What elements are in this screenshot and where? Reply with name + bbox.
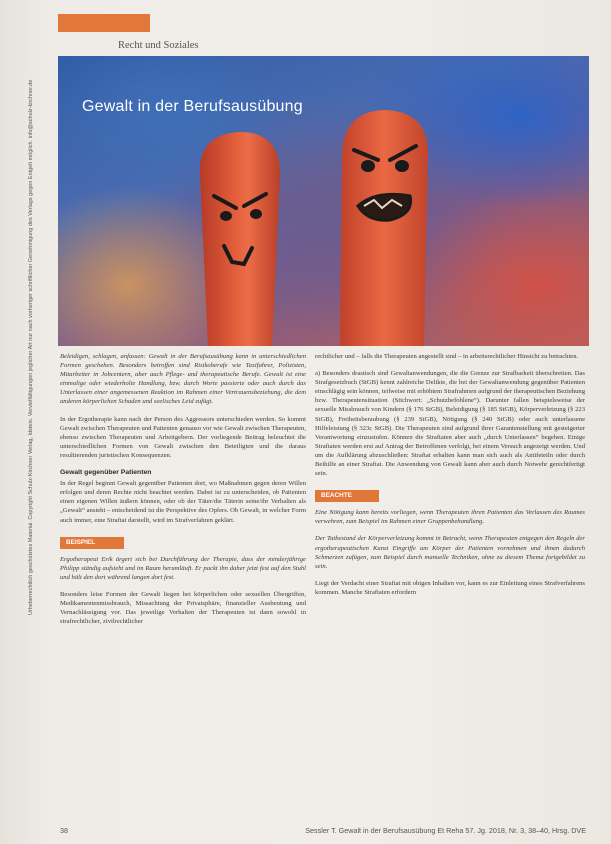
side-copyright-notice	[28, 55, 38, 615]
note-paragraph: Eine Nötigung kann bereits vorliegen, wenn Therapeuten ihren Patienten das Verlassen des Raumes verwehren, zum Beispiel im Rahmen einer Gruppenbehandlung.	[315, 509, 585, 526]
example-tag: BEISPIEL	[60, 537, 124, 549]
intro-paragraph: Beleidigen, schlagen, anfassen: Gewalt in der Berufsausübung kann in unterschiedlichen Formen geschehen. Besonders betroffen sind Risikoberufe wie Taxifahrer, Polizisten, Mitarbeiter in Jobcentern, aber auch Pflege- und therapeutische Berufe. Gewalt ist eine einmalige oder wiederholte Handlung, bzw. durch Worte passierte oder auch durch das Unterlassen einer angemessenen Reaktion im Rahmen einer Vertrauensbeziehung, die dem anderen körperlichen Schaden und seelisches Leid zufügt.	[60, 353, 306, 406]
paragraph: Der Tatbestand der Körperverletzung kommt in Betracht, wenn Therapeuten entgegen den Regeln der ergotherapeutischen Kunst Eingriffe am Körper der Patienten vornehmen und ihnen dadurch Schmerzen zufügen, zum Beispiel durch manuelle Techniken, ohne zu diesem Thema fortgebildet zu sein.	[315, 535, 585, 570]
citation: Sessler T. Gewalt in der Berufsausübung Et Reha 57. Jg. 2018, Nr. 3, 38–40, Hrsg. DVE	[305, 826, 586, 835]
hero-image	[58, 56, 589, 346]
right-column	[315, 352, 585, 605]
section-label: Recht und Soziales	[118, 40, 199, 51]
example-paragraph: Ergotherapeut Erik ärgert sich bei Durchführung der Therapie, dass der minderjährige Philipp ständig aufsteht und im Raum herumläuft. Er packt ihn daher jetzt fest auf den Stuhl und hält den dort während langen dort fest.	[60, 555, 306, 581]
paragraph: a) Besonders drastisch sind Gewaltanwendungen, die die Grenze zur Strafbarkeit überschreiten. Das Strafgesetzbuch (StGB) kennt zahlreiche Delikte, die bei der Gewaltanwendung gegenüber Patienten einschlägig sein können, teilweise mit erhöhtem Strafrahmen aufgrund der therapeutischen Beziehung bzw. Therapeutensituation (Stichwort: „Schutzbefohlene“). Darunter fallen beispielsweise der sexuelle Missbrauch von Kindern (§ 176 StGB), Beleidigung (§ 185 StGB), Körperverletzung (§ 223 StGB), Freiheitsberaubung (§ 239 StGB), Nötigung (§ 240 StGB) oder auch unterlassene Hilfeleistung (§ 323c StGB). Die Therapeuten sind aufgrund ihrer Garantenstellung mit gesteigerter Verantwortung einzustufen. Können die Straftaten aber auch „durch Unterlassen“ begehen. Einige Straftaten werden erst auf Antrag der Betroffenen verfolgt, bei einem Versuch angezeigt werden. Und um die Aufklärung abzuschließen: Straftat erhalten kann man sich auch als Antifeteiln oder durch Beihilfe an einer Straftat. Die Anwendung von Gewalt kann aber auch durch Notwehr gerechtfertigt sein.	[315, 370, 585, 478]
paragraph: In der Regel beginnt Gewalt gegenüber Patienten dort, wo Maßnahmen gegen deren Willen erfolgen und deren Rechte nicht beachtet werden. Dabei ist zu unterscheiden, ob Patienten einen eigenen Willen äußern können, oder ob der Täter/die Täterin seine/ihr Verhalten als „Gewalt“ ansieht – entscheidend ist die Perspektive des Opfers. Ob Gewalt, in welcher Form auch immer, eine Straftat darstellt, wird im Strafverfahren geklärt.	[60, 480, 306, 524]
note-tag: BEACHTE	[315, 490, 379, 502]
paragraph: Liegt der Verdacht einer Straftat mit obigen Inhalten vor, kann es zur Einleitung eines Strafverfahrens kommen. Manche Straftaten erfordern	[315, 579, 585, 596]
paragraph: In der Ergotherapie kann nach der Person des Aggressors unterschieden werden. So kommt Gewalt zwischen Therapeuten und Patienten genauso vor wie Gewalt zwischen Therapeuten, ebenso zwischen Therapeuten und Arbeitgebern. Der vorliegende Beitrag beleuchtet die unterschiedlichen Formen von Gewalt zwischen den Beteiligten und die daraus resultierenden juristischen Konsequenzen.	[60, 415, 306, 459]
left-column	[60, 352, 306, 634]
paragraph: rechtlicher und – falls die Therapeuten angestellt sind – in arbeitsrechtlicher Hinsicht zu betrachten.	[315, 353, 579, 360]
section-color-bar	[58, 14, 150, 32]
article-title: Gewalt in der Berufsausübung	[82, 98, 303, 115]
paragraph: Besonders leise Formen der Gewalt liegen bei körperlichen oder sexuellen Übergriffen, Medikamentenmissbrauch, Missachtung der Privatsphäre, finanzieller Ausbeutung und Vernachlässigung vor. Das jeweilige Verhalten der Therapeuten ist dann sowohl in strafrechtlicher, zivilrechtlicher	[60, 590, 306, 626]
subheading: Gewalt gegenüber Patienten	[60, 469, 152, 477]
page-number: 38	[60, 826, 68, 835]
side-copyright-text: Urheberrechtlich geschütztes Material. Copyright Schulz-Kirchner Verlag, Idstein. Vervielfältigungen jeglicher Art nur nach vorheriger schriftlicher Genehmigung des Verlags gegen Entgelt möglich. info@schulz-kirchner.de	[28, 79, 34, 615]
